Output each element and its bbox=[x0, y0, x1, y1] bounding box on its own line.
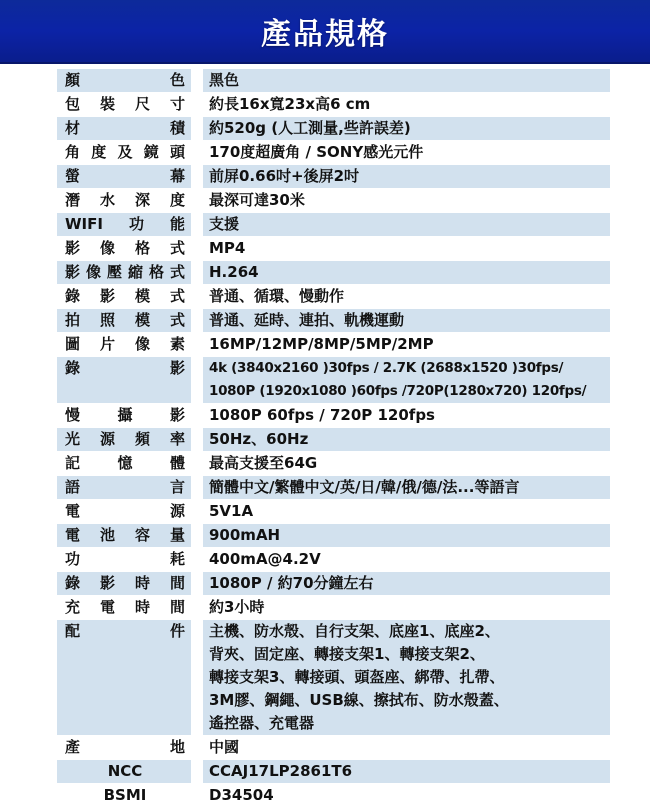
spec-label: 電池容量 bbox=[65, 526, 185, 544]
spec-value-line: 4k (3840x2160 )30fps / 2.7K (2688x1520 )30fps/ bbox=[209, 360, 564, 376]
spec-row-origin bbox=[57, 736, 610, 759]
spec-row-language bbox=[57, 476, 610, 499]
spec-value-line: 遙控器、充電器 bbox=[209, 714, 315, 732]
spec-row-slow-motion bbox=[57, 404, 610, 427]
spec-label: 慢攝影 bbox=[65, 406, 185, 424]
spec-row-memory bbox=[57, 452, 610, 475]
spec-value: 約長16x寬23x高6 cm bbox=[209, 95, 371, 113]
spec-value: 400mA@4.2V bbox=[209, 550, 321, 568]
spec-value: 900mAH bbox=[203, 524, 610, 547]
spec-row-photo-mode bbox=[57, 309, 610, 332]
spec-label: 錄影時間 bbox=[65, 574, 185, 592]
spec-row-bsmi bbox=[57, 784, 610, 807]
spec-value: H.264 bbox=[203, 261, 610, 284]
spec-value: 約520g (人工測量,些許誤差) bbox=[203, 117, 610, 140]
spec-value: 最高支援至64G bbox=[209, 454, 318, 472]
spec-row-screen bbox=[57, 165, 610, 188]
spec-value: 170度超廣角 / SONY感光元件 bbox=[209, 143, 424, 161]
spec-label: 角度及鏡頭 bbox=[65, 143, 185, 161]
spec-label: 充電時間 bbox=[65, 598, 185, 616]
spec-label: BSMI bbox=[103, 786, 147, 804]
spec-value-line: 1080P (1920x1080 )60fps /720P(1280x720) 120fps/ bbox=[209, 383, 587, 399]
spec-value: 中國 bbox=[209, 738, 240, 756]
spec-value: MP4 bbox=[209, 239, 246, 257]
spec-value: D34504 bbox=[209, 786, 274, 804]
header-banner bbox=[0, 0, 650, 64]
spec-label: 配件 bbox=[65, 622, 185, 640]
spec-value: 50Hz、60Hz bbox=[203, 428, 610, 451]
spec-row-lens bbox=[57, 141, 610, 164]
spec-value: 前屏0.66吋+後屏2吋 bbox=[203, 165, 610, 188]
spec-value: CCAJ17LP2861T6 bbox=[203, 760, 610, 783]
spec-row-dive-depth bbox=[57, 189, 610, 212]
spec-label: 影像壓縮格式 bbox=[65, 263, 185, 281]
spec-row-record-time bbox=[57, 572, 610, 595]
spec-value: 支援 bbox=[203, 213, 610, 236]
spec-value: 1080P 60fps / 720P 120fps bbox=[209, 406, 435, 424]
spec-row-recording bbox=[57, 357, 610, 403]
spec-value: 簡體中文/繁體中文/英/日/韓/俄/德/法...等語言 bbox=[203, 476, 610, 499]
spec-row-package-size bbox=[57, 93, 610, 116]
spec-label: 語言 bbox=[65, 478, 185, 496]
spec-row-charge-time bbox=[57, 596, 610, 619]
spec-label: 功耗 bbox=[65, 550, 185, 568]
spec-row-power bbox=[57, 500, 610, 523]
spec-row-compression bbox=[57, 261, 610, 284]
spec-label: 產地 bbox=[65, 738, 185, 756]
spec-label: NCC bbox=[107, 762, 143, 780]
spec-label: 光源頻率 bbox=[65, 430, 185, 448]
spec-row-light-frequency bbox=[57, 428, 610, 451]
spec-row-accessories bbox=[57, 620, 610, 735]
spec-label: 記憶體 bbox=[65, 454, 185, 472]
spec-label: 顏色 bbox=[65, 71, 185, 89]
spec-row-video-format bbox=[57, 237, 610, 260]
spec-row-ncc bbox=[57, 760, 610, 783]
spec-row-photo-pixels bbox=[57, 333, 610, 356]
spec-value: 黑色 bbox=[203, 69, 610, 92]
spec-label: 材積 bbox=[65, 119, 185, 137]
spec-label: 包裝尺寸 bbox=[65, 95, 185, 113]
spec-label: 電源 bbox=[65, 502, 185, 520]
spec-value: 普通、延時、連拍、軌機運動 bbox=[203, 309, 610, 332]
spec-row-record-mode bbox=[57, 285, 610, 308]
spec-row-battery bbox=[57, 524, 610, 547]
spec-label: 螢幕 bbox=[65, 167, 185, 185]
spec-value: 約3小時 bbox=[209, 598, 265, 616]
spec-value-line: 3M膠、鋼繩、USB線、擦拭布、防水殼蓋、 bbox=[209, 691, 509, 709]
spec-value-line: 轉接支架3、轉接頭、頭盔座、綁帶、扎帶、 bbox=[209, 668, 505, 686]
spec-value-line: 背夾、固定座、轉接支架1、轉接支架2、 bbox=[209, 645, 485, 663]
spec-label: 圖片像素 bbox=[65, 335, 185, 353]
spec-table bbox=[57, 69, 610, 807]
spec-label: 錄影 bbox=[65, 359, 185, 377]
spec-value: 最深可達30米 bbox=[209, 191, 305, 209]
spec-value bbox=[203, 357, 610, 403]
spec-value-line: 主機、防水殼、自行支架、底座1、底座2、 bbox=[209, 622, 500, 640]
spec-label: WIFI功能 bbox=[65, 215, 185, 233]
spec-label: 錄影模式 bbox=[65, 287, 185, 305]
spec-row-volume bbox=[57, 117, 610, 140]
spec-row-wifi bbox=[57, 213, 610, 236]
spec-label: 影像格式 bbox=[65, 239, 185, 257]
spec-value: 16MP/12MP/8MP/5MP/2MP bbox=[209, 335, 434, 353]
page-title: 產品規格 bbox=[261, 17, 389, 52]
spec-value: 1080P / 約70分鐘左右 bbox=[203, 572, 610, 595]
spec-label: 潛水深度 bbox=[65, 191, 185, 209]
spec-label: 拍照模式 bbox=[65, 311, 185, 329]
spec-row-consumption bbox=[57, 548, 610, 571]
spec-row-color bbox=[57, 69, 610, 92]
spec-value: 5V1A bbox=[209, 502, 254, 520]
spec-value: 普通、循環、慢動作 bbox=[209, 287, 345, 305]
spec-value bbox=[203, 620, 610, 735]
